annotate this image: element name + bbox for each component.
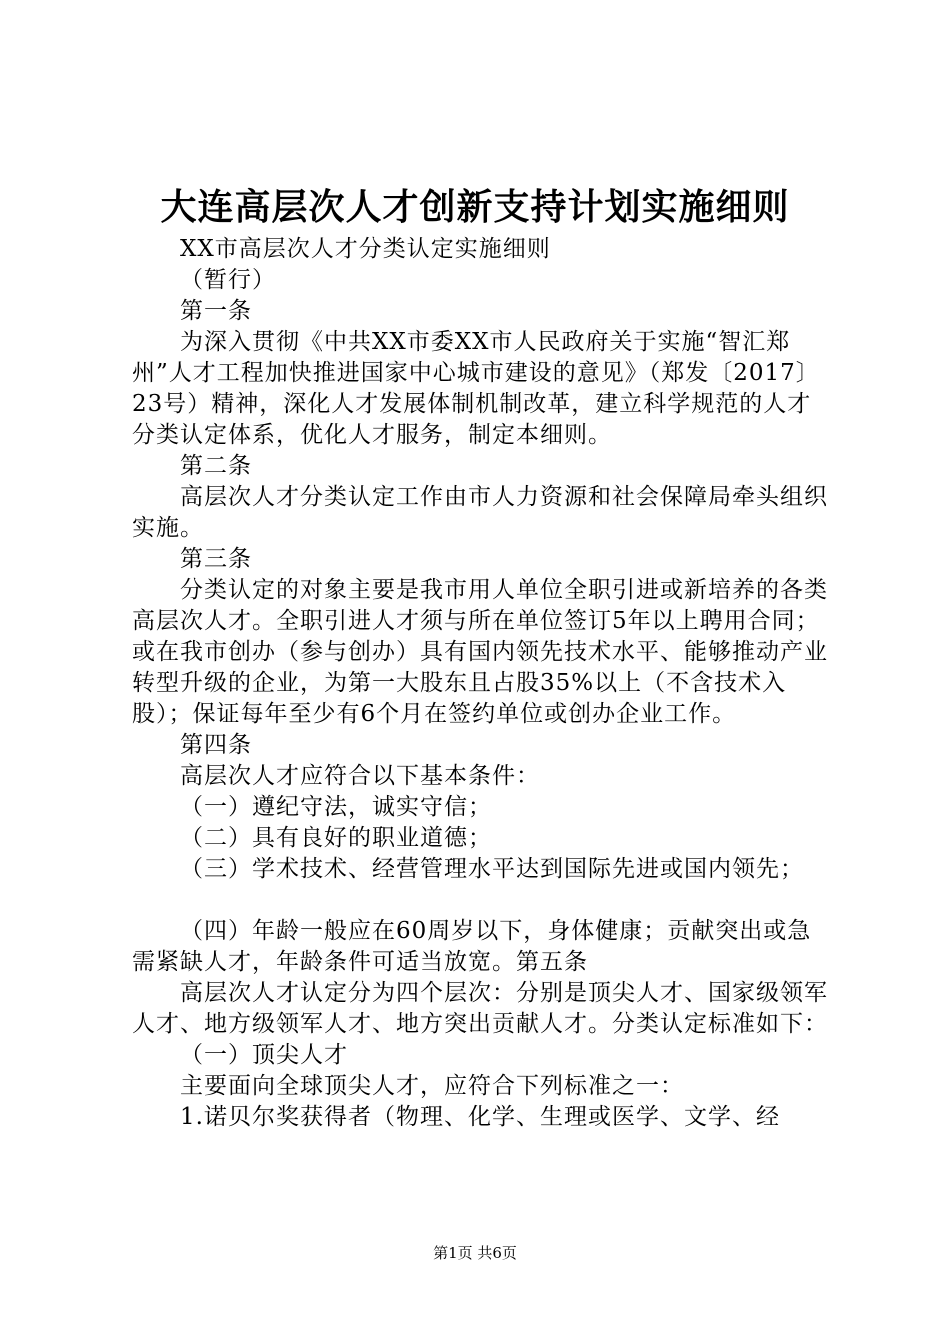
- article-3-heading: 第三条: [180, 546, 252, 572]
- article-2-heading: 第二条: [180, 453, 252, 479]
- page-footer: 第1页 共6页: [433, 1244, 517, 1262]
- section-top-intro: 主要面向全球顶尖人才，应符合下列标准之一：: [180, 1073, 684, 1099]
- article-3-text: 分类认定的对象主要是我市用人单位全职引进或新培养的各类高层次人才。全职引进人才须与所在单位签订5年以上聘用合同；或在我市创办（参与创办）具有国内领先技术水平、能够推动产业转型升级的企业，为第一大股东且占股35%以上（不含技术入股）；保证每年至少有6个月在签约单位或创办企业工作。: [132, 577, 828, 727]
- document-title: 大连高层次人才创新支持计划实施细则: [160, 186, 790, 228]
- blank-line: [132, 885, 832, 916]
- article-4-text: 高层次人才应符合以下基本条件：: [180, 763, 540, 789]
- condition-4: （四）年龄一般应在60周岁以下，身体健康；贡献突出或急需紧缺人才，年龄条件可适当放宽。第五条: [132, 918, 812, 975]
- document-body: [132, 234, 832, 1133]
- condition-2: （二）具有良好的职业道德；: [180, 825, 492, 851]
- article-4-heading: 第四条: [180, 732, 252, 758]
- section-top-talent: （一）顶尖人才: [180, 1042, 348, 1068]
- article-1-heading: 第一条: [180, 298, 252, 324]
- article-2-text: 高层次人才分类认定工作由市人力资源和社会保障局牵头组织实施。: [132, 484, 828, 541]
- condition-3: （三）学术技术、经营管理水平达到国际先进或国内领先；: [180, 856, 804, 882]
- condition-1: （一）遵纪守法，诚实守信；: [180, 794, 492, 820]
- subtitle: XX市高层次人才分类认定实施细则: [180, 236, 551, 262]
- article-1-text: 为深入贯彻《中共XX市委XX市人民政府关于实施“智汇郑州”人才工程加快推进国家中心城市建设的意见》（郑发〔2017〕23号）精神，深化人才发展体制机制改革，建立科学规范的人才分类认定体系，优化人才服务，制定本细则。: [132, 329, 820, 448]
- item-1: 1.诺贝尔奖获得者（物理、化学、生理或医学、文学、经: [180, 1104, 780, 1130]
- article-5-text: 高层次人才认定分为四个层次：分别是顶尖人才、国家级领军人才、地方级领军人才、地方突出贡献人才。分类认定标准如下：: [132, 980, 828, 1037]
- provisional-note: （暂行）: [180, 267, 276, 293]
